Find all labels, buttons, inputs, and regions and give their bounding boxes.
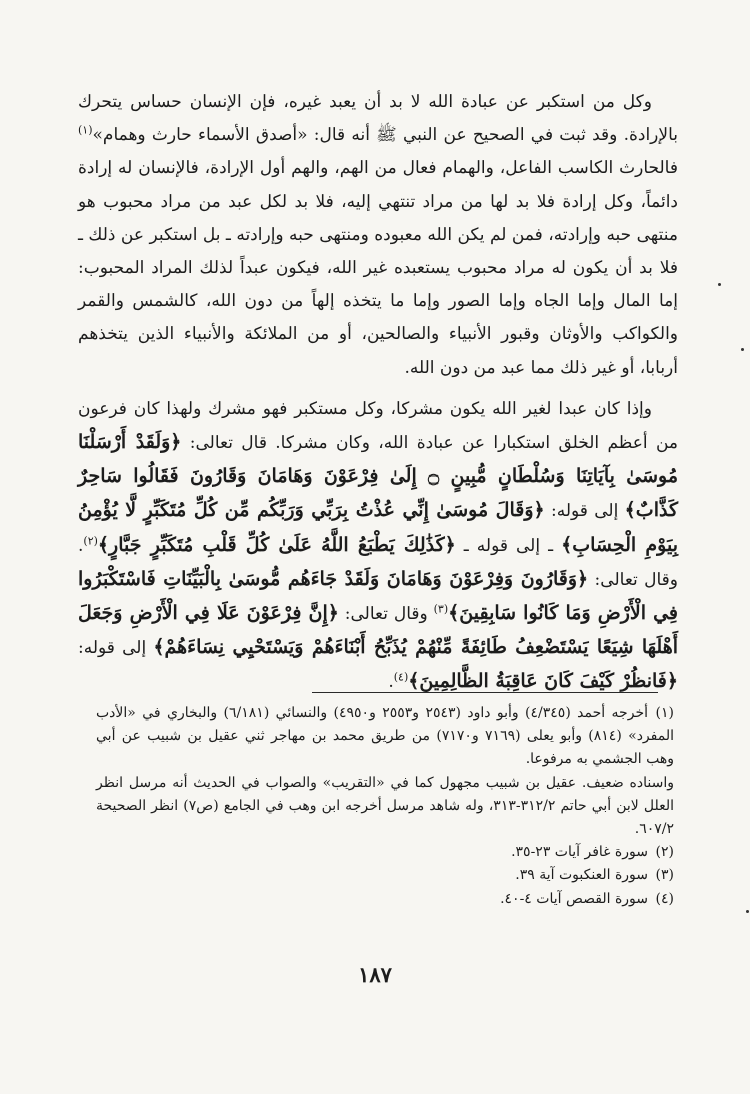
footnote-text: سورة العنكبوت آية ٣٩. <box>515 867 648 884</box>
text-run: إلى قوله: <box>544 501 625 522</box>
footnote-reference: (١) <box>78 123 93 137</box>
footnote-number: (٣) <box>655 867 674 884</box>
page-number: ١٨٧ <box>358 962 392 987</box>
scan-speck <box>741 348 744 351</box>
text-run: ـ إلى قوله ـ <box>455 535 562 556</box>
footnote-reference: (٤) <box>393 670 409 684</box>
text-run: . وقال تعالى: <box>78 535 678 590</box>
text-run: . <box>388 672 394 693</box>
quran-verse: ﴿كَذَٰلِكَ يَطْبَعُ اللَّهُ عَلَىٰ كُلِّ قَلْبِ مُتَكَبِّرٍ جَبَّارٍ﴾ <box>97 533 456 556</box>
footnote-number: (١) <box>655 705 674 721</box>
scan-speck <box>718 283 721 286</box>
footnote-number: (٤) <box>655 890 674 907</box>
scan-speck <box>746 910 749 913</box>
quran-verse: ﴿إِنَّ فِرْعَوْنَ عَلَا فِي الْأَرْضِ وَجَعَلَ أَهْلَهَا شِيَعًا يَسْتَضْعِفُ طَائِفَةً مِّنْهُمْ يُذَبِّحُ أَبْنَاءَهُمْ وَيَسْتَحْيِي نِسَاءَهُمْ﴾ <box>78 602 679 659</box>
footnote <box>96 772 674 842</box>
footnote-text: واسناده ضعيف. عقيل بن شبيب مجهول كما في «التقريب» والصواب في الحديث أنه مرسل انظر العلل لابن أبي حاتم ٣١٢/٢-٣١٣، وله شاهد مرسل أخرجه ابن وهب في الجامع (ص٧) انظر الصحيحة ٦٠٧/٢. <box>96 774 675 838</box>
footnotes <box>96 702 674 911</box>
text-run: وإذا كان عبدا لغير الله يكون مشركا، وكل مستكبر فهو مشرك ولهذا كان فرعون من أعظم الخلق استكبارا عن عبادة الله، وكان مشركا. قال تعالى: <box>78 398 679 454</box>
footnote-text: أخرجه أحمد (٤/٣٤٥) وأبو داود (٢٥٤٣ و٢٥٥٣ و٤٩٥٠) والنسائي (٦/١٨١) والبخاري في «الأدب المفرد» (٨١٤) وأبو يعلى (٧١٦٩ و٧١٧٠) من طريق محمد بن مهاجر ثني عقيل بن شبيب عن أبي وهب الجشمي به مرفوعا. <box>96 705 674 768</box>
text-run: إلى قوله: <box>78 638 154 659</box>
footnote <box>96 841 674 864</box>
footnote-text: سورة القصص آيات ٤-٤٠. <box>500 890 648 907</box>
footnote-divider <box>312 692 658 693</box>
footnote <box>96 702 674 772</box>
footnote-reference: (٣) <box>433 602 449 616</box>
footnote-number: (٢) <box>655 844 674 861</box>
text-run: فالحارث الكاسب الفاعل، والهمام فعال من الهم، والهم أول الإرادة، فالإنسان له إرادة دائماً، وكل إرادة فلا بد لها من مراد تنتهي إليه، فلا بد لكل عبد من مراد محبوب هو منتهى حبه وإرادته، فمن لم يكن الله معبوده ومنتهى حبه وإرادته ـ بل استكبر عن ذلك ـ فلا بد أن يكون له مراد محبوب يستعبده غير الله، فيكون عبداً لذلك المراد المحبوب: إما المال وإما الجاه وإما الصور وإما ما يتخذه إلهاً من دون الله، كالشمس والقمر والكواكب والأوثان وقبور الأنبياء والصالحين، أو من الملائكة والأنبياء الذين يتخذهم أربابا، أو غير ذلك مما عبد من دون الله. <box>78 158 678 378</box>
paragraph <box>78 86 678 385</box>
footnote-text: سورة غافر آيات ٢٣-٣٥. <box>511 844 648 861</box>
quran-verse: ﴿وَلَقَدْ أَرْسَلْنَا مُوسَىٰ بِآيَاتِنَا وَسُلْطَانٍ مُّبِينٍ ۝ إِلَىٰ فِرْعَوْنَ وَهَامَانَ وَقَارُونَ فَقَالُوا سَاحِرٌ كَذَّابٌ﴾ <box>78 431 678 522</box>
footnote-reference: (٢) <box>83 533 98 547</box>
quran-verse: ﴿فَانظُرْ كَيْفَ كَانَ عَاقِبَةُ الظَّالِمِينَ﴾ <box>408 670 678 693</box>
text-run: وكل من استكبر عن عبادة الله لا بد أن يعبد غيره، فإن الإنسان حساس يتحرك بالإرادة. وقد ثبت في الصحيح عن النبي ﷺ أنه قال: «أصدق الأسماء حارث وهمام» <box>78 92 678 146</box>
paragraph <box>78 393 678 700</box>
main-text <box>78 86 678 700</box>
footnote <box>96 864 674 887</box>
footnote <box>96 888 674 911</box>
text-run: وقال تعالى: <box>338 604 434 625</box>
quran-verse: ﴿وَقَارُونَ وَفِرْعَوْنَ وَهَامَانَ وَلَقَدْ جَاءَهُم مُّوسَىٰ بِالْبَيِّنَاتِ فَاسْتَكْبَرُوا فِي الْأَرْضِ وَمَا كَانُوا سَابِقِينَ﴾ <box>78 567 678 625</box>
quran-verse: ﴿وَقَالَ مُوسَىٰ إِنِّي عُذْتُ بِرَبِّي وَرَبِّكُم مِّن كُلِّ مُتَكَبِّرٍ لَّا يُؤْمِنُ بِيَوْمِ الْحِسَابِ﴾ <box>78 499 678 556</box>
